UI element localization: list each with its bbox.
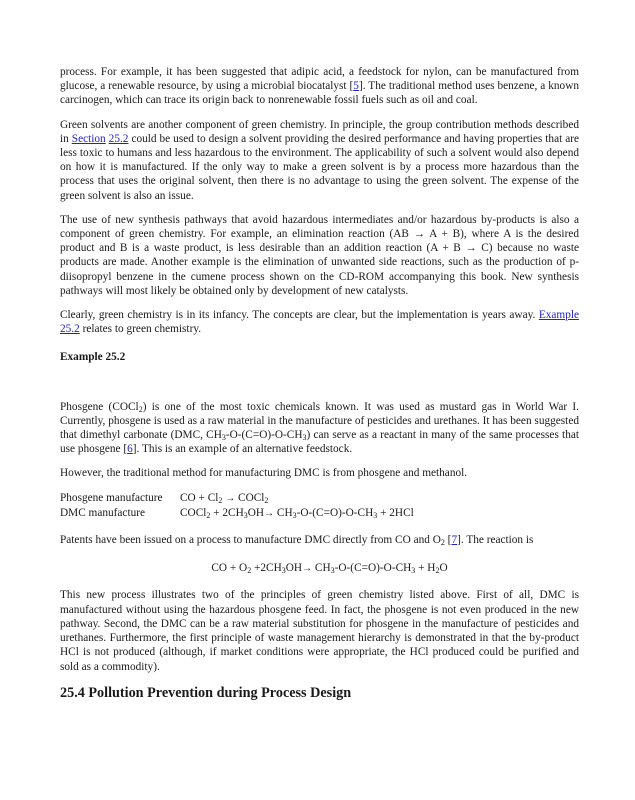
reference-link-5[interactable]: 5 [353, 80, 359, 93]
reaction-equation [180, 506, 414, 521]
subscript: 2 [440, 538, 445, 548]
subscript: 3 [243, 510, 248, 520]
text: + H [415, 562, 436, 575]
example-paragraph-principles: This new process illustrates two of the principles of green chemistry listed above. First of all, DMC is manufactured without using the hazardous phosgene feed. In fact, the phosgene is not even produced in the new pathway. Second, the DMC can be a raw material substitution for phosgene in the manufacture of pesticides and urethanes. Furthermore, the first principle of waste management hierarchy is demonstrated in that the by-product HCl is not produced (although, if market conditions were appropriate, the HCl produced could be purified and sold as a commodity). [60, 589, 579, 673]
text: Phosgene (COCl [60, 400, 139, 413]
arrow: → [225, 492, 236, 504]
subscript: 3 [411, 566, 416, 576]
text: ]. The traditional method uses benzene, a known carcinogen, which can trace its origin back to nonrenewable fossil fuels such as oil and coal. [60, 80, 579, 107]
text: could be used to design a solvent providing the desired performance and having properties that are less toxic to humans and less hazardous to the environment. The applicability of such a solvent would also depend on how it is manufactured. If the only way to make a green solvent is by a process more hazardous than the process that uses the original solvent, then there is no advantage to using the green solvent. The expense of the green solvent is also an issue. [60, 132, 579, 202]
subscript: 3 [292, 510, 297, 520]
text: ) can serve as a reactant in many of the same processes that use phosgene [ [60, 429, 579, 456]
subscript: 3 [281, 566, 286, 576]
text: Green solvents are another component of green chemistry. In principle, the group contribution methods described in [60, 118, 579, 145]
reaction-row-phosgene [60, 491, 579, 506]
text: ]. The reaction is [457, 534, 534, 547]
reaction-label: Phosgene manufacture [60, 491, 163, 504]
text: COCl [238, 491, 265, 504]
text: CH [276, 506, 293, 519]
subscript: 3 [330, 566, 335, 576]
text: relates to green chemistry. [79, 323, 202, 336]
text: + 2CH [210, 506, 244, 519]
reaction-row-dmc [60, 506, 579, 521]
example-link-word[interactable]: Example [538, 309, 579, 322]
section-link-number[interactable]: 25.2 [108, 132, 129, 145]
text: CO + O [211, 562, 248, 575]
section-link-word[interactable]: Section [71, 132, 106, 145]
reference-link-7[interactable]: 7 [451, 534, 458, 547]
subscript: 2 [435, 566, 440, 576]
subscript: 2 [247, 566, 252, 576]
text: ]. This is an example of an alternative feedstock. [132, 443, 353, 456]
example-paragraph-phosgene [60, 400, 579, 457]
document-page [60, 65, 579, 702]
text: +2CH [251, 562, 282, 575]
paragraph-green-solvents [60, 118, 579, 203]
arrow: → [264, 507, 275, 519]
text: -O-(C=O)-O-CH [334, 562, 412, 575]
text: Patents have been issued on a process to manufacture DMC directly from CO and O [60, 534, 441, 547]
text: OH [285, 562, 303, 575]
section-heading: 25.4 Pollution Prevention during Process Design [60, 684, 352, 701]
text: Clearly, green chemistry is in its infancy. The concepts are clear, but the implementation is years away. [60, 309, 539, 322]
reaction-equation [180, 491, 268, 506]
text: process. For example, it has been suggested that adipic acid, a feedstock for nylon, can be manufactured from glucose, a renewable resource, by using a microbial biocatalyst [ [60, 66, 579, 93]
reference-link-6[interactable]: 6 [127, 443, 133, 456]
arrow: → [302, 563, 313, 575]
subscript: 2 [264, 495, 269, 505]
reaction-table [60, 491, 579, 521]
example-link-number[interactable]: 25.2 [60, 323, 80, 336]
paragraph-synthesis-pathways: The use of new synthesis pathways that avoid hazardous intermediates and/or hazardous by-products is also a component of green chemistry. For example, an elimination reaction (AB → A + B), where A is the desired product and B is a waste product, is less desirable than an addition reaction (A + B → C) because no waste products are made. Another example is the elimination of unwanted side reactions, such as the production of p-diisopropyl benzene in the cumene process shown on the CD-ROM accompanying this book. New synthesis pathways will most likely be obtained only by development of new catalysts. [60, 213, 579, 297]
example-paragraph-traditional: However, the traditional method for manufacturing DMC is from phosgene and methanol. [60, 467, 468, 480]
example-paragraph-patents [60, 533, 579, 547]
text: -O-(C=O)-O-CH [225, 429, 303, 442]
text: COCl [180, 506, 207, 519]
reaction-label: DMC manufacture [60, 506, 146, 519]
subscript: 2 [138, 404, 143, 414]
subscript: 3 [373, 510, 378, 520]
paragraph-adipic-acid [60, 65, 579, 108]
direct-dmc-reaction [60, 561, 579, 576]
subscript: 3 [302, 433, 307, 443]
paragraph-infancy [60, 308, 579, 336]
example-title: Example 25.2 [60, 351, 126, 364]
subscript: 3 [221, 433, 226, 443]
text: CO + Cl [180, 491, 219, 504]
subscript: 2 [218, 495, 223, 505]
text: O [439, 562, 448, 575]
text: ) is one of the most toxic chemicals known. It was used as mustard gas in World War I. Currently, phosgene is used as a raw material in the manufacture of pesticides and urethanes. It has been suggested that dimethyl carbonate (DMC, CH [60, 400, 579, 442]
text: -O-(C=O)-O-CH [296, 506, 374, 519]
text: CH [312, 562, 331, 575]
text: OH [247, 506, 265, 519]
text: [ [444, 534, 452, 547]
subscript: 2 [206, 510, 211, 520]
text: + 2HCl [377, 506, 414, 519]
